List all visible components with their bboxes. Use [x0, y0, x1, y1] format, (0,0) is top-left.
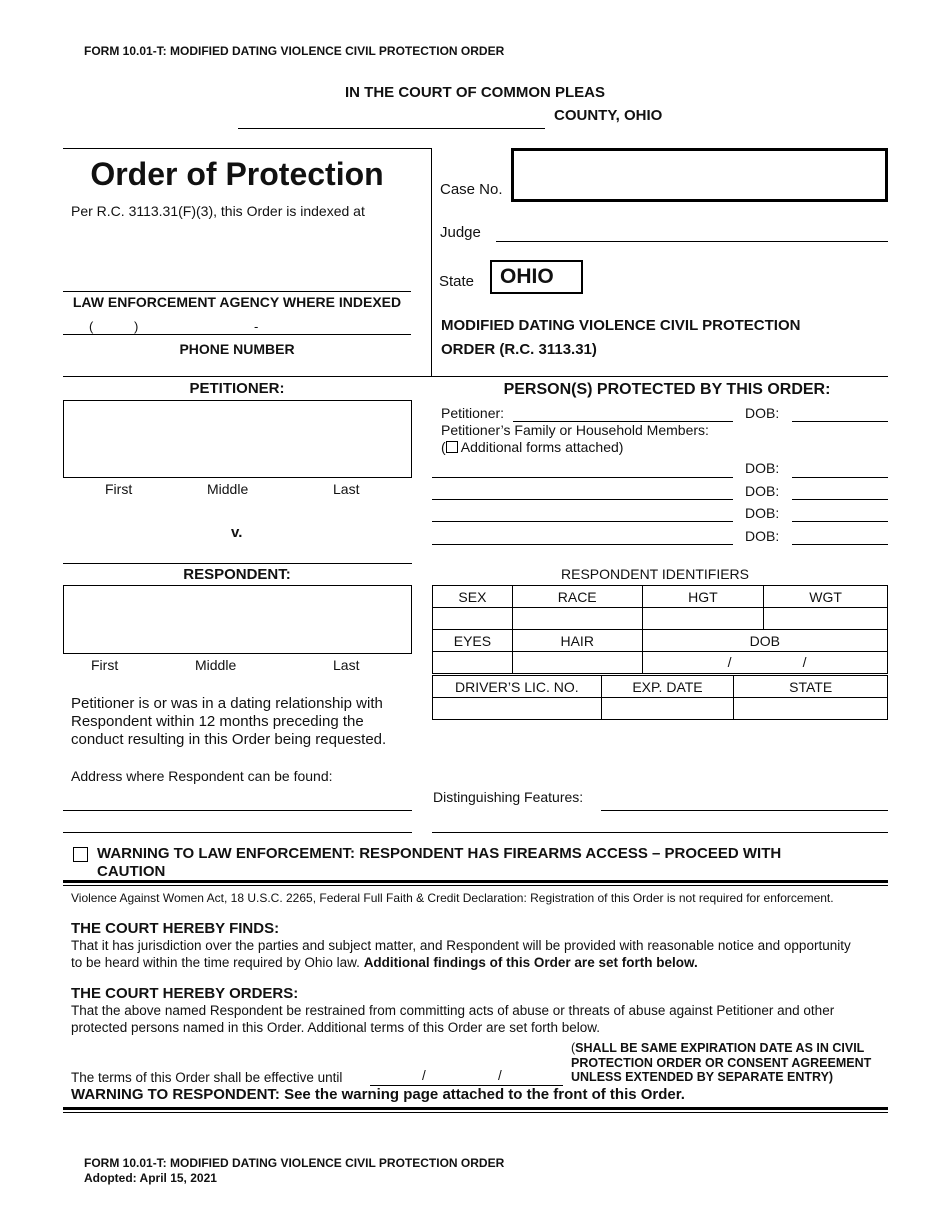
- petitioner-first-label: First: [105, 481, 133, 497]
- protected-petitioner-label: Petitioner:: [441, 405, 505, 421]
- case-no-input[interactable]: [511, 148, 888, 202]
- dob-label: DOB:: [745, 460, 780, 476]
- state-value-box: OHIO: [490, 260, 583, 294]
- divider: [63, 880, 888, 883]
- additional-forms-checkbox[interactable]: [446, 441, 458, 453]
- sex-input[interactable]: [433, 608, 513, 630]
- dob-input[interactable]: [792, 544, 888, 545]
- case-no-label: Case No.: [440, 181, 503, 198]
- judge-label: Judge: [440, 224, 481, 241]
- orders-heading: THE COURT HEREBY ORDERS:: [71, 985, 299, 1002]
- race-header: RACE: [512, 586, 642, 608]
- phone-paren-close: ): [134, 319, 139, 334]
- address-input[interactable]: [63, 810, 412, 811]
- vertical-divider: [431, 148, 432, 377]
- indexed-text: Per R.C. 3113.31(F)(3), this Order is indexed at: [71, 203, 365, 219]
- identifiers-table-2: [432, 675, 888, 720]
- divider: [63, 1107, 888, 1110]
- footer-form-title: FORM 10.01-T: MODIFIED DATING VIOLENCE CIVIL PROTECTION ORDER: [84, 1156, 505, 1170]
- additional-forms: [441, 439, 623, 455]
- eyes-header: EYES: [433, 630, 513, 652]
- dob-input[interactable]: [792, 499, 888, 500]
- effective-label: The terms of this Order shall be effective until: [71, 1070, 343, 1085]
- address-label: Address where Respondent can be found:: [71, 768, 333, 784]
- drivers-license-input[interactable]: [433, 698, 602, 720]
- additional-forms-paren: (: [441, 439, 446, 455]
- divider: [63, 885, 888, 886]
- dob-input[interactable]: [792, 521, 888, 522]
- relationship-text: Petitioner is or was in a dating relationship with Respondent within 12 months preceding the conduct resulting in this Order being requested.: [71, 695, 387, 748]
- address-input[interactable]: [63, 832, 412, 833]
- order-title-line1: MODIFIED DATING VIOLENCE CIVIL PROTECTION: [441, 317, 801, 334]
- divider: [63, 376, 888, 377]
- exp-date-header: EXP. DATE: [601, 676, 734, 698]
- member-name-input[interactable]: [432, 477, 733, 478]
- dob-input[interactable]: [792, 421, 888, 422]
- county-input[interactable]: [238, 108, 545, 129]
- distinguishing-input[interactable]: [432, 832, 888, 833]
- petitioner-name-box[interactable]: [63, 400, 412, 478]
- order-title: Order of Protection: [90, 156, 384, 192]
- form-title-header: FORM 10.01-T: MODIFIED DATING VIOLENCE CIVIL PROTECTION ORDER: [84, 44, 505, 58]
- petitioner-middle-label: Middle: [207, 481, 249, 497]
- divider: [63, 291, 411, 292]
- phone-dash: -: [254, 319, 259, 334]
- dob-label: DOB:: [745, 405, 780, 421]
- court-name: IN THE COURT OF COMMON PLEAS: [345, 84, 605, 101]
- dob-label: DOB:: [745, 483, 780, 499]
- phone-paren-open: (: [89, 319, 94, 334]
- finds-heading: THE COURT HEREBY FINDS:: [71, 920, 280, 937]
- distinguishing-input[interactable]: [601, 810, 888, 811]
- county-label: COUNTY, OHIO: [554, 107, 663, 124]
- hair-input[interactable]: [512, 652, 642, 674]
- respondent-dob-input[interactable]: [642, 652, 887, 674]
- protected-heading: PERSON(S) PROTECTED BY THIS ORDER:: [503, 381, 831, 398]
- dob-label: DOB:: [745, 528, 780, 544]
- dob-slash: /: [727, 654, 732, 670]
- respondent-last-label: Last: [333, 657, 360, 673]
- divider: [63, 148, 432, 149]
- state-label: State: [439, 273, 475, 290]
- agency-label: LAW ENFORCEMENT AGENCY WHERE INDEXED: [72, 294, 402, 310]
- race-input[interactable]: [512, 608, 642, 630]
- expiration-note: SHALL BE SAME EXPIRATION DATE AS IN CIVIL PROTECTION ORDER OR CONSENT AGREEMENT UNLESS EXTENDED BY SEPARATE ENTRY): [571, 1041, 872, 1084]
- finds-text: That it has jurisdiction over the parties and subject matter, and Respondent will be provided with reasonable notice and opportunity to be heard within the time required by Ohio law.: [71, 938, 851, 970]
- date-slash: /: [498, 1068, 502, 1083]
- dob-header: DOB: [642, 630, 887, 652]
- firearms-warning-line2: CAUTION: [97, 863, 166, 880]
- dob-input[interactable]: [792, 477, 888, 478]
- phone-label: PHONE NUMBER: [179, 341, 295, 357]
- drivers-license-header: DRIVER’S LIC. NO.: [433, 676, 602, 698]
- expiration-note-block: [571, 1041, 881, 1085]
- divider: [63, 1112, 888, 1113]
- family-label: Petitioner’s Family or Household Members:: [441, 422, 709, 438]
- divider: [63, 563, 412, 564]
- phone-line[interactable]: [63, 334, 411, 335]
- license-state-header: STATE: [734, 676, 888, 698]
- petitioner-heading: PETITIONER:: [189, 380, 285, 397]
- license-state-input[interactable]: [734, 698, 888, 720]
- finds-bold: Additional findings of this Order are set forth below.: [363, 955, 698, 970]
- footer-adopted: Adopted: April 15, 2021: [84, 1171, 217, 1185]
- additional-forms-label: Additional forms attached): [460, 439, 624, 455]
- expiration-note-paren: (: [571, 1041, 576, 1055]
- vawa-text: Violence Against Women Act, 18 U.S.C. 2265, Federal Full Faith & Credit Declaration: Registration of this Order is not required for enforcement.: [71, 891, 834, 905]
- hgt-header: HGT: [642, 586, 764, 608]
- wgt-header: WGT: [764, 586, 888, 608]
- member-name-input[interactable]: [432, 521, 733, 522]
- finds-paragraph: [71, 937, 861, 971]
- firearms-warning-checkbox[interactable]: [73, 847, 88, 862]
- order-title-line2: ORDER (R.C. 3113.31): [441, 341, 597, 358]
- respondent-heading: RESPONDENT:: [183, 566, 291, 583]
- member-name-input[interactable]: [432, 544, 733, 545]
- dob-slash: /: [802, 654, 807, 670]
- judge-input[interactable]: [496, 241, 888, 242]
- hair-header: HAIR: [512, 630, 642, 652]
- respondent-middle-label: Middle: [195, 657, 237, 673]
- date-slash: /: [422, 1068, 426, 1083]
- distinguishing-label: Distinguishing Features:: [433, 789, 584, 805]
- hgt-input[interactable]: [642, 608, 764, 630]
- petitioner-last-label: Last: [333, 481, 360, 497]
- orders-text: That the above named Respondent be restrained from committing acts of abuse or threats of abuse against Petitioner and other protected persons named in this Order. Additional terms of this Order are set forth below.: [71, 1003, 835, 1035]
- identifiers-heading: RESPONDENT IDENTIFIERS: [561, 566, 749, 582]
- eyes-input[interactable]: [433, 652, 513, 674]
- respondent-name-box[interactable]: [63, 585, 412, 654]
- exp-date-input[interactable]: [601, 698, 734, 720]
- member-name-input[interactable]: [432, 499, 733, 500]
- identifiers-table-1: [432, 585, 888, 674]
- respondent-first-label: First: [91, 657, 119, 673]
- firearms-warning-line1: WARNING TO LAW ENFORCEMENT: RESPONDENT HAS FIREARMS ACCESS – PROCEED WITH: [97, 845, 782, 862]
- versus: v.: [231, 524, 243, 541]
- dob-label: DOB:: [745, 505, 780, 521]
- wgt-input[interactable]: [764, 608, 888, 630]
- sex-header: SEX: [433, 586, 513, 608]
- warning-respondent: WARNING TO RESPONDENT: See the warning page attached to the front of this Order.: [71, 1086, 685, 1103]
